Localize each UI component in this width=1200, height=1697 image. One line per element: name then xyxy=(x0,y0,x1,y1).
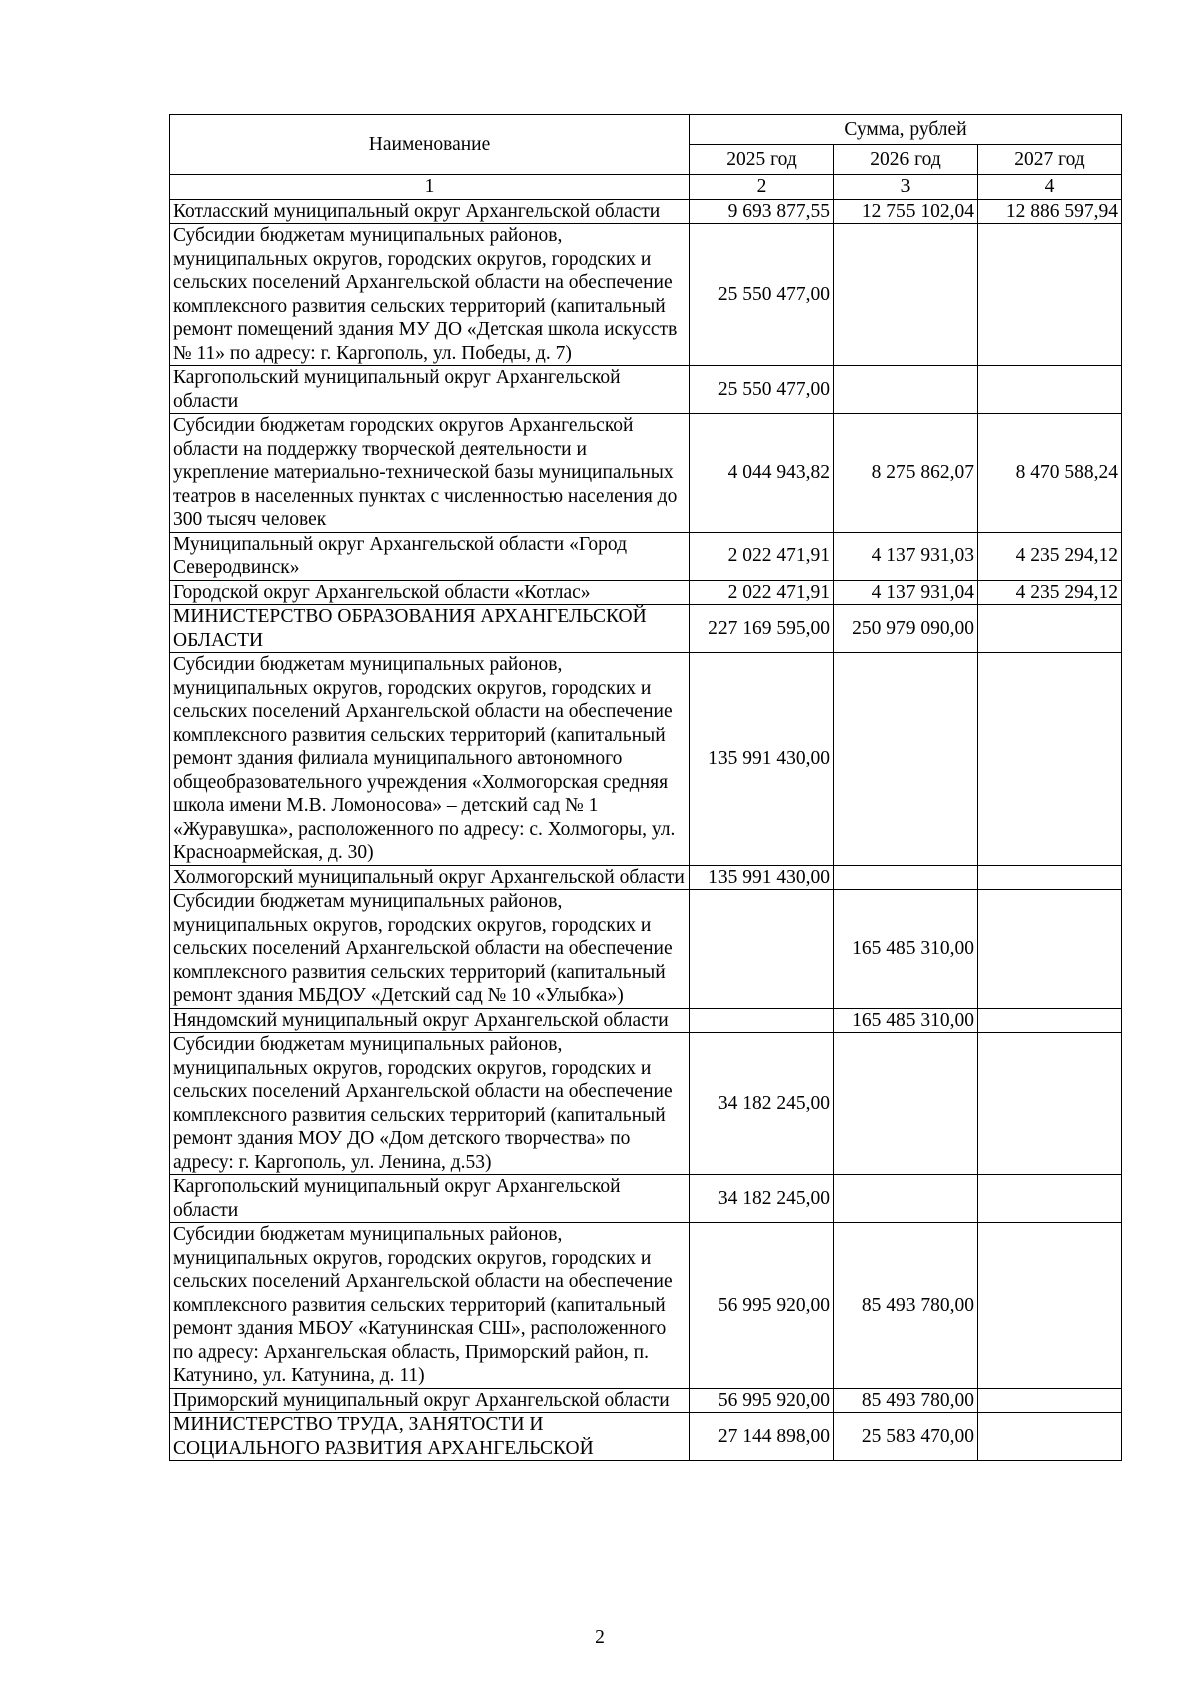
row-value-2027: 12 886 597,94 xyxy=(977,199,1121,224)
column-index-1: 1 xyxy=(170,175,690,200)
row-name: Каргопольский муниципальный округ Архангельской области xyxy=(170,366,690,414)
table-row xyxy=(170,1033,1122,1175)
section-row xyxy=(170,605,1122,653)
row-value-2026: 165 485 310,00 xyxy=(834,1008,978,1033)
row-value-2026 xyxy=(834,865,978,890)
row-name: Каргопольский муниципальный округ Архангельской области xyxy=(170,1175,690,1223)
row-value-2027 xyxy=(977,653,1121,866)
table-row xyxy=(170,224,1122,366)
table-row xyxy=(170,653,1122,866)
table-row xyxy=(170,1008,1122,1033)
row-value-2027 xyxy=(977,1223,1121,1389)
header-year-2025: 2025 год xyxy=(690,145,834,175)
section-title: МИНИСТЕРСТВО ТРУДА, ЗАНЯТОСТИ И СОЦИАЛЬНОГО РАЗВИТИЯ АРХАНГЕЛЬСКОЙ xyxy=(170,1413,690,1461)
row-value-2025: 25 550 477,00 xyxy=(690,366,834,414)
row-value-2027 xyxy=(977,224,1121,366)
row-value-2026: 165 485 310,00 xyxy=(834,890,978,1009)
row-value-2027: 4 235 294,12 xyxy=(977,580,1121,605)
row-name: Субсидии бюджетам муниципальных районов, муниципальных округов, городских округов, городских и сельских поселений Архангельской области на обеспечение комплексного развития сельских территорий (капитальный ремонт здания МОУ ДО «Дом детского творчества» по адресу: г. Каргополь, ул. Ленина, д.53) xyxy=(170,1033,690,1175)
row-value-2027 xyxy=(977,366,1121,414)
row-value-2025: 135 991 430,00 xyxy=(690,653,834,866)
page-number: 2 xyxy=(595,1627,605,1648)
row-name: Холмогорский муниципальный округ Архангельской области xyxy=(170,865,690,890)
row-value-2025: 2 022 471,91 xyxy=(690,532,834,580)
row-value-2026 xyxy=(834,653,978,866)
table-row xyxy=(170,366,1122,414)
header-year-2026: 2026 год xyxy=(834,145,978,175)
row-value-2025 xyxy=(690,1008,834,1033)
row-value-2025: 2 022 471,91 xyxy=(690,580,834,605)
row-name: Субсидии бюджетам муниципальных районов, муниципальных округов, городских округов, городских и сельских поселений Архангельской области на обеспечение комплексного развития сельских территорий (капитальный ремонт здания МБОУ «Катунинская СШ», расположенного по адресу: Архангельская область, Приморский район, п. Катунино, ул. Катунина, д. 11) xyxy=(170,1223,690,1389)
row-value-2027 xyxy=(977,1008,1121,1033)
table-row xyxy=(170,414,1122,533)
header-name: Наименование xyxy=(170,115,690,175)
section-value-2027 xyxy=(977,1413,1121,1461)
table-row xyxy=(170,532,1122,580)
row-value-2026: 12 755 102,04 xyxy=(834,199,978,224)
section-value-2026: 250 979 090,00 xyxy=(834,605,978,653)
row-value-2027 xyxy=(977,1388,1121,1413)
row-value-2026: 85 493 780,00 xyxy=(834,1223,978,1389)
table-row xyxy=(170,890,1122,1009)
table-row xyxy=(170,1175,1122,1223)
row-name: Субсидии бюджетам муниципальных районов, муниципальных округов, городских округов, городских и сельских поселений Архангельской области на обеспечение комплексного развития сельских территорий (капитальный ремонт здания филиала муниципального автономного общеобразовательного учреждения «Холмогорская средняя школа имени М.В. Ломоносова» – детский сад № 1 «Журавушка», расположенного по адресу: с. Холмогоры, ул. Красноармейская, д. 30) xyxy=(170,653,690,866)
section-title: МИНИСТЕРСТВО ОБРАЗОВАНИЯ АРХАНГЕЛЬСКОЙ ОБЛАСТИ xyxy=(170,605,690,653)
table-row xyxy=(170,865,1122,890)
row-value-2026: 4 137 931,04 xyxy=(834,580,978,605)
header-year-2027: 2027 год xyxy=(977,145,1121,175)
row-name: Субсидии бюджетам муниципальных районов, муниципальных округов, городских округов, городских и сельских поселений Архангельской области на обеспечение комплексного развития сельских территорий (капитальный ремонт помещений здания МУ ДО «Детская школа искусств № 11» по адресу: г. Каргополь, ул. Победы, д. 7) xyxy=(170,224,690,366)
row-value-2025: 9 693 877,55 xyxy=(690,199,834,224)
section-value-2025: 227 169 595,00 xyxy=(690,605,834,653)
row-value-2026: 85 493 780,00 xyxy=(834,1388,978,1413)
table-row xyxy=(170,580,1122,605)
row-value-2025: 34 182 245,00 xyxy=(690,1033,834,1175)
row-value-2025: 135 991 430,00 xyxy=(690,865,834,890)
row-name: Приморский муниципальный округ Архангельской области xyxy=(170,1388,690,1413)
row-value-2025: 56 995 920,00 xyxy=(690,1388,834,1413)
row-name: Котласский муниципальный округ Архангельской области xyxy=(170,199,690,224)
row-value-2027 xyxy=(977,890,1121,1009)
header-sum: Сумма, рублей xyxy=(690,115,1122,145)
row-value-2027 xyxy=(977,1175,1121,1223)
section-value-2027 xyxy=(977,605,1121,653)
column-index-2: 2 xyxy=(690,175,834,200)
row-name: Городской округ Архангельской области «Котлас» xyxy=(170,580,690,605)
section-value-2026: 25 583 470,00 xyxy=(834,1413,978,1461)
row-value-2026 xyxy=(834,224,978,366)
row-value-2026 xyxy=(834,1033,978,1175)
row-value-2025: 4 044 943,82 xyxy=(690,414,834,533)
row-name: Субсидии бюджетам городских округов Архангельской области на поддержку творческой деятельности и укрепление материально-технической базы муниципальных театров в населенных пунктах с численностью населения до 300 тысяч человек xyxy=(170,414,690,533)
row-value-2027 xyxy=(977,1033,1121,1175)
row-name: Муниципальный округ Архангельской области «Город Северодвинск» xyxy=(170,532,690,580)
section-value-2025: 27 144 898,00 xyxy=(690,1413,834,1461)
column-index-3: 3 xyxy=(834,175,978,200)
row-value-2027: 8 470 588,24 xyxy=(977,414,1121,533)
row-value-2027 xyxy=(977,865,1121,890)
row-value-2026: 8 275 862,07 xyxy=(834,414,978,533)
row-value-2025: 56 995 920,00 xyxy=(690,1223,834,1389)
column-index-4: 4 xyxy=(977,175,1121,200)
row-name: Субсидии бюджетам муниципальных районов, муниципальных округов, городских округов, городских и сельских поселений Архангельской области на обеспечение комплексного развития сельских территорий (капитальный ремонт здания МБДОУ «Детский сад № 10 «Улыбка») xyxy=(170,890,690,1009)
budget-table xyxy=(169,114,1122,1461)
table-row xyxy=(170,1388,1122,1413)
row-value-2027: 4 235 294,12 xyxy=(977,532,1121,580)
row-value-2025: 34 182 245,00 xyxy=(690,1175,834,1223)
row-value-2025 xyxy=(690,890,834,1009)
row-value-2025: 25 550 477,00 xyxy=(690,224,834,366)
row-value-2026 xyxy=(834,366,978,414)
table-row xyxy=(170,1223,1122,1389)
row-value-2026: 4 137 931,03 xyxy=(834,532,978,580)
row-name: Няндомский муниципальный округ Архангельской области xyxy=(170,1008,690,1033)
row-value-2026 xyxy=(834,1175,978,1223)
section-row xyxy=(170,1413,1122,1461)
table-row xyxy=(170,199,1122,224)
